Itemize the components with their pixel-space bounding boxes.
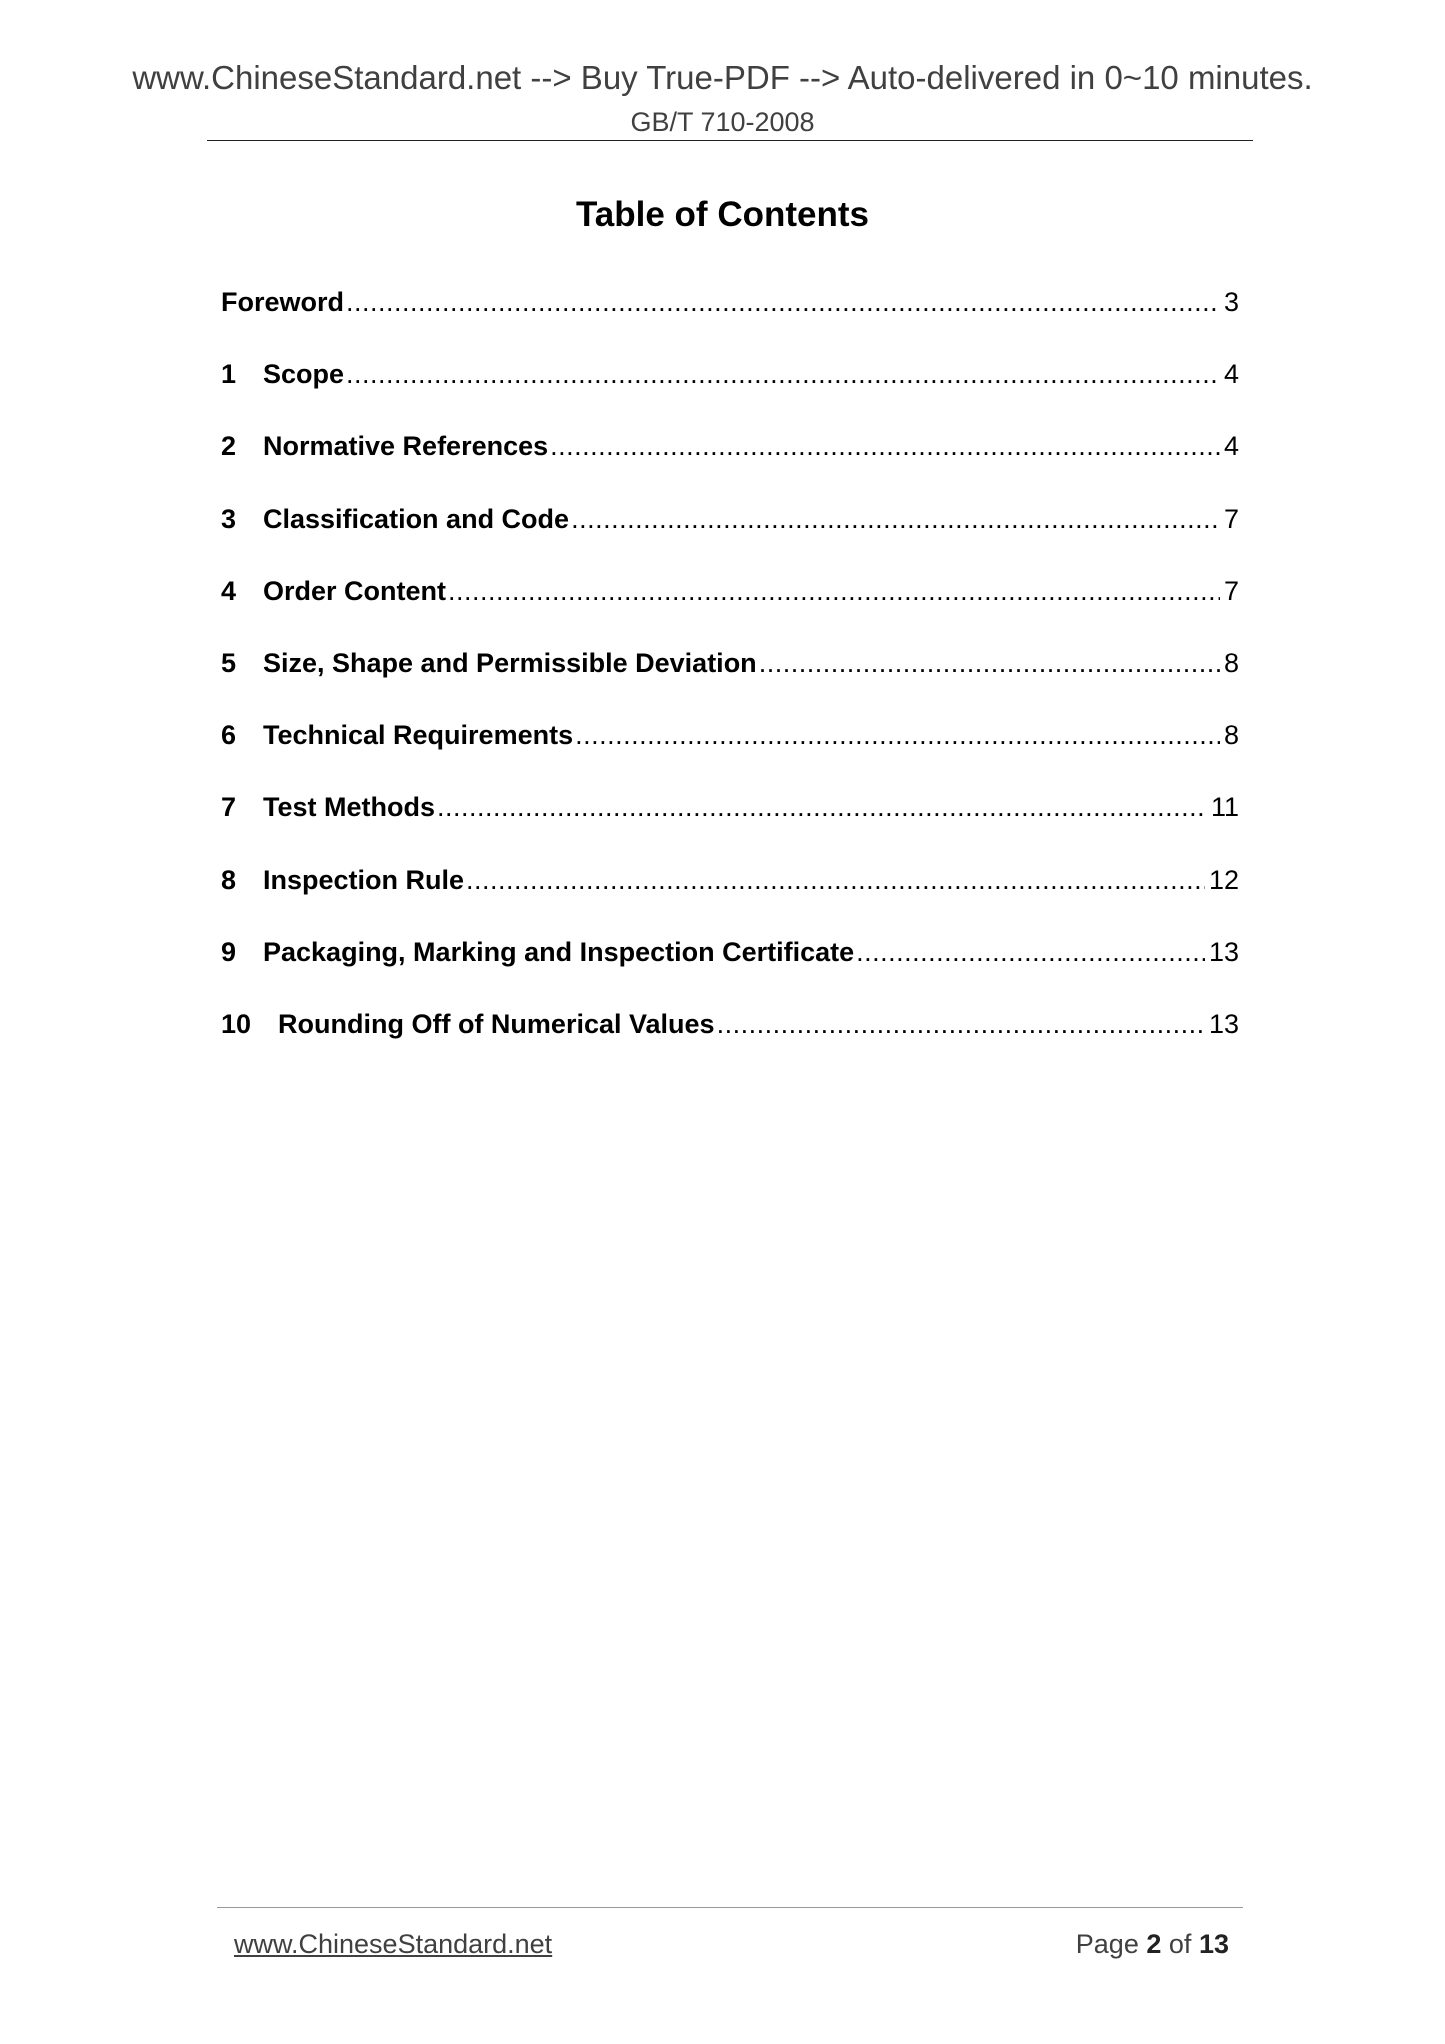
toc-entry-inspection-rule[interactable] — [221, 860, 1239, 932]
footer-divider — [217, 1907, 1243, 1908]
toc-entry-page: 4 — [1223, 359, 1239, 390]
toc-entry-text: Size, Shape and Permissible Deviation — [263, 647, 757, 678]
toc-entry-text: Scope — [263, 359, 345, 390]
toc-leader-dots — [448, 571, 1220, 611]
toc-leader-dots — [571, 499, 1220, 539]
toc-entry-number: 7 — [221, 792, 237, 823]
toc-entry-classification-and-code[interactable] — [221, 499, 1239, 571]
toc-entry-text: Rounding Off of Numerical Values — [278, 1008, 715, 1039]
page-prefix: Page — [1075, 1929, 1139, 1959]
toc-leader-dots — [717, 1004, 1205, 1044]
toc-entry-text: Classification and Code — [263, 503, 570, 534]
toc-list — [221, 282, 1239, 1076]
toc-entry-test-methods[interactable] — [221, 787, 1239, 859]
toc-leader-dots — [575, 715, 1220, 755]
toc-entry-number: 6 — [221, 720, 237, 751]
toc-entry-technical-requirements[interactable] — [221, 715, 1239, 787]
toc-entry-number: 1 — [221, 359, 237, 390]
toc-entry-number: 5 — [221, 647, 237, 678]
toc-entry-page: 11 — [1210, 792, 1239, 823]
top-banner: www.ChineseStandard.net --> Buy True-PDF --> Auto-delivered in 0~10 minutes. — [132, 59, 1313, 96]
toc-leader-dots — [466, 860, 1205, 900]
toc-title: Table of Contents — [576, 195, 869, 234]
toc-entry-normative-references[interactable] — [221, 426, 1239, 498]
toc-entry-page: 12 — [1208, 864, 1239, 895]
toc-entry-size-shape-deviation[interactable] — [221, 643, 1239, 715]
toc-entry-foreword[interactable] — [221, 282, 1239, 354]
toc-entry-page: 8 — [1223, 647, 1239, 678]
document-code: GB/T 710-2008 — [630, 107, 815, 137]
toc-entry-page: 13 — [1208, 936, 1239, 967]
toc-entry-number: 10 — [221, 1008, 252, 1039]
toc-entry-text: Inspection Rule — [263, 864, 465, 895]
toc-entry-text: Test Methods — [263, 792, 436, 823]
toc-leader-dots — [856, 932, 1205, 972]
toc-leader-dots — [550, 426, 1220, 466]
toc-entry-number: 9 — [221, 936, 237, 967]
total-pages-number: 13 — [1198, 1929, 1229, 1959]
toc-entry-page: 13 — [1208, 1008, 1239, 1039]
toc-entry-page: 7 — [1223, 503, 1239, 534]
toc-entry-number: 8 — [221, 864, 237, 895]
toc-entry-number: 2 — [221, 431, 237, 462]
toc-leader-dots — [437, 787, 1207, 827]
toc-entry-page: 8 — [1223, 720, 1239, 751]
toc-entry-page: 3 — [1223, 287, 1239, 317]
toc-entry-page: 7 — [1223, 575, 1239, 606]
toc-entry-text: Technical Requirements — [263, 720, 574, 751]
toc-entry-page: 4 — [1223, 431, 1239, 462]
toc-entry-scope[interactable] — [221, 354, 1239, 426]
toc-entry-rounding-off[interactable] — [221, 1004, 1239, 1076]
toc-leader-dots — [759, 643, 1220, 683]
toc-entry-number: 3 — [221, 503, 237, 534]
toc-leader-dots — [346, 282, 1220, 322]
toc-entry-text: Normative References — [263, 431, 549, 462]
toc-entry-text: Foreword — [221, 287, 345, 317]
page-indicator — [1076, 1926, 1229, 1962]
toc-entry-order-content[interactable] — [221, 571, 1239, 643]
toc-entry-text: Packaging, Marking and Inspection Certificate — [263, 936, 855, 967]
toc-entry-text: Order Content — [263, 575, 447, 606]
page-of-word: of — [1168, 1929, 1192, 1959]
toc-entry-number: 4 — [221, 575, 237, 606]
toc-entry-packaging-marking[interactable] — [221, 932, 1239, 1004]
toc-leader-dots — [346, 354, 1220, 394]
current-page-number: 2 — [1146, 1929, 1162, 1959]
footer-site-link[interactable]: www.ChineseStandard.net — [234, 1929, 553, 1959]
header-divider — [207, 140, 1253, 141]
